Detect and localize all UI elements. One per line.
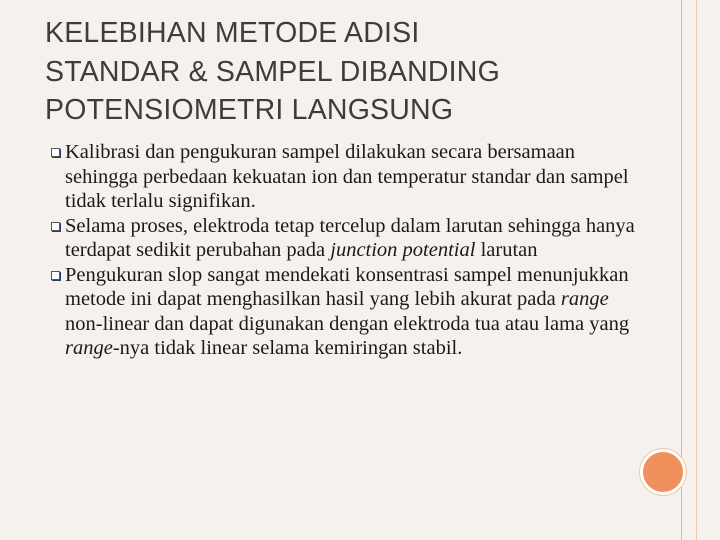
title-line: KELEBIHAN METODE ADISI <box>45 17 420 49</box>
bullet-text: non-linear dan dapat digunakan dengan elektroda tua atau lama yang <box>65 312 630 335</box>
bullet-text: Kalibrasi dan pengukuran sampel dilakukan secara bersamaan sehingga perbedaan kekuatan ion dan temperatur standar dan sampel tidak terlalu signifikan. <box>65 141 629 212</box>
bullet-text-italic: range <box>65 337 113 359</box>
bullet-text: larutan <box>475 239 538 261</box>
checkbox-bullet-icon <box>51 271 60 280</box>
bullet-text: Selama proses, elektroda tetap tercelup dalam larutan sehingga hanya terdapat sedikit perubahan pada <box>65 214 635 261</box>
decorative-rule <box>696 0 697 540</box>
bullet-text-italic: junction potential <box>330 239 476 261</box>
title-line: STANDAR & SAMPEL DIBANDING <box>45 55 500 88</box>
checkbox-bullet-icon <box>51 222 60 231</box>
accent-circle <box>640 449 686 495</box>
bullet-text: Pengukuran slop sangat mendekati konsentrasi sampel menunjukkan metode ini dapat menghasilkan hasil yang lebih akurat pada <box>65 263 629 310</box>
bullet-item <box>46 140 636 214</box>
bullet-item <box>46 263 636 361</box>
bullet-item <box>46 214 636 263</box>
checkbox-bullet-icon <box>51 148 60 157</box>
bullet-text-italic: range <box>560 288 609 310</box>
slide-title <box>45 14 645 130</box>
bullet-text: -nya tidak linear selama kemiringan stabil. <box>112 337 463 359</box>
bullet-list <box>46 140 636 361</box>
title-line: POTENSIOMETRI LANGSUNG <box>45 94 454 126</box>
